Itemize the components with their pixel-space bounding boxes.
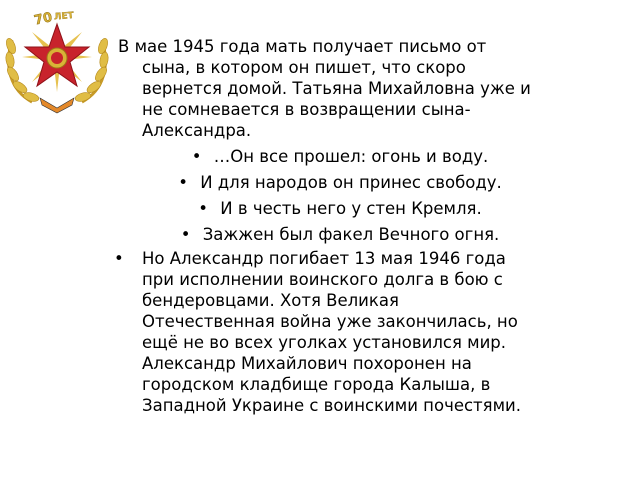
poem-line-text: И в честь него у стен Кремля. [220,199,482,218]
poem-line [150,224,530,245]
poem-line-text: Зажжен был факел Вечного огня. [202,225,500,244]
poem-line [150,172,530,193]
intro-line: вернется домой. Татьяна Михайловна уже и [142,79,531,98]
intro-line: не сомневается в возвращении сына- [142,100,471,119]
poem-line-text: …Он все прошел: огонь и воду. [213,147,489,166]
intro-line: Александра. [142,121,252,140]
intro-line: сына, в котором он пишет, что скоро [142,58,466,77]
outro-paragraph [114,248,588,416]
intro-line: В мае 1945 года мать получает письмо от [118,37,487,56]
svg-text:70: 70 [32,10,54,29]
outro-line: Но Александр погибает 13 мая 1946 года [142,249,506,268]
intro-paragraph [118,36,578,141]
outro-line: Западной Украине с воинскими почестями. [142,396,521,415]
outro-line: при исполнении воинского долга в бою с [142,270,503,289]
outro-line: ещё не во всех уголках установился мир. [142,333,507,352]
outro-line: бендеровцами. Хотя Великая [142,291,399,310]
bullet: • [198,199,208,218]
poem-line-text: И для народов он принес свободу. [200,173,502,192]
bullet: • [180,225,191,244]
svg-text:ЛЕТ: ЛЕТ [53,10,75,23]
poem-line [150,198,530,219]
bullet: • [178,173,188,192]
poem-line [150,146,530,167]
outro-line: городском кладбище города Калыша, в [142,375,491,394]
outro-line: Александр Михайлович похоронен на [142,354,472,373]
outro-line: Отечественная война уже закончилась, но [142,312,518,331]
bullet: • [191,147,202,166]
bullet: • [114,249,124,268]
